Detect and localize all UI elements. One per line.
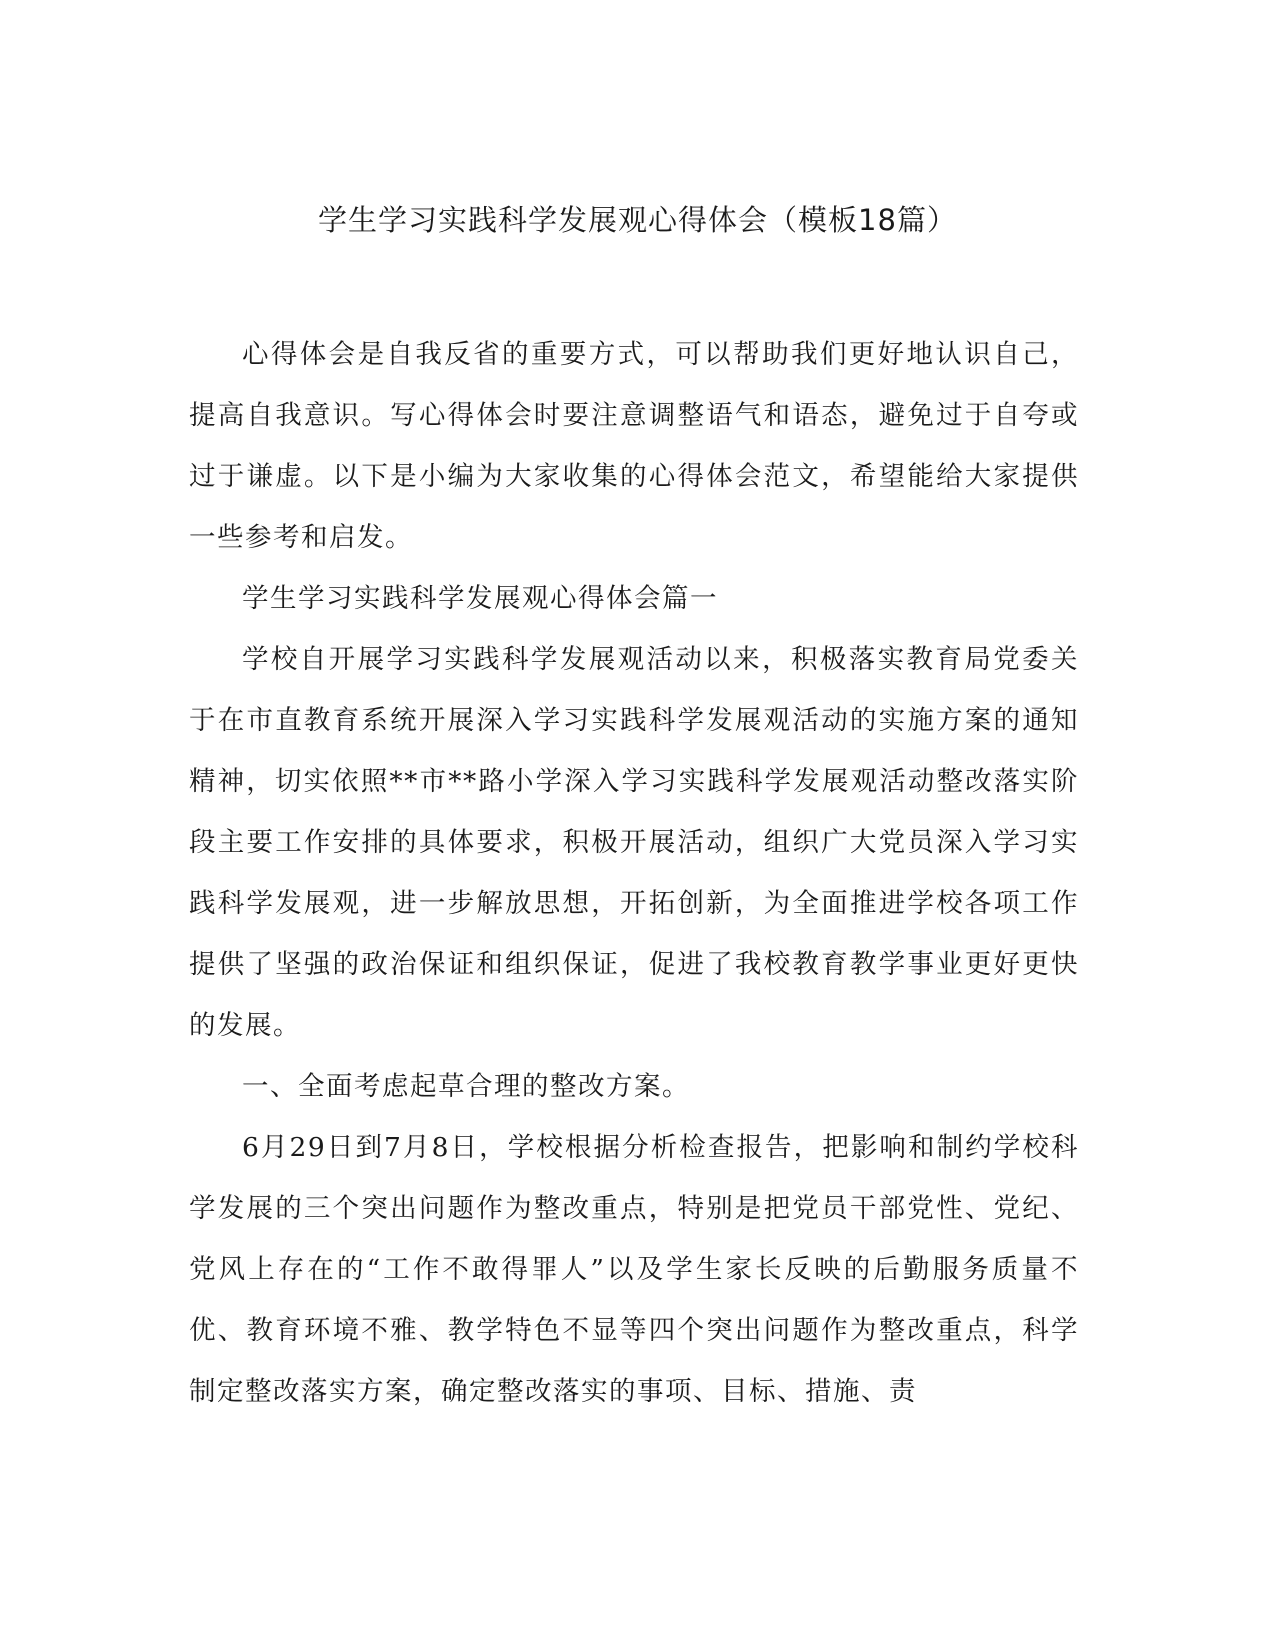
subsection-heading: 一、全面考虑起草合理的整改方案。 <box>242 1071 690 1102</box>
document-body <box>189 324 1079 1422</box>
body-paragraph: 6月29日到7月8日，学校根据分析检查报告，把影响和制约学校科学发展的三个突出问题作为整改重点，特别是把党员干部党性、党纪、党风上存在的“工作不敢得罪人”以及学生家长反映的后勤服务质量不优、教育环境不雅、教学特色不显等四个突出问题作为整改重点，科学制定整改落实方案，确定整改落实的事项、目标、措施、责 <box>189 1132 1079 1407</box>
body-paragraph: 学校自开展学习实践科学发展观活动以来，积极落实教育局党委关于在市直教育系统开展深入学习实践科学发展观活动的实施方案的通知精神，切实依照**市**路小学深入学习实践科学发展观活动整改落实阶段主要工作安排的具体要求，积极开展活动，组织广大党员深入学习实践科学发展观，进一步解放思想，开拓创新，为全面推进学校各项工作提供了坚强的政治保证和组织保证，促进了我校教育教学事业更好更快的发展。 <box>189 644 1079 1041</box>
intro-paragraph: 心得体会是自我反省的重要方式，可以帮助我们更好地认识自己，提高自我意识。写心得体会时要注意调整语气和语态，避免过于自夸或过于谦虚。以下是小编为大家收集的心得体会范文，希望能给大家提供一些参考和启发。 <box>189 339 1079 553</box>
document-title: 学生学习实践科学发展观心得体会（模板18篇） <box>318 203 957 237</box>
section-heading-part-one: 学生学习实践科学发展观心得体会篇一 <box>242 583 718 614</box>
